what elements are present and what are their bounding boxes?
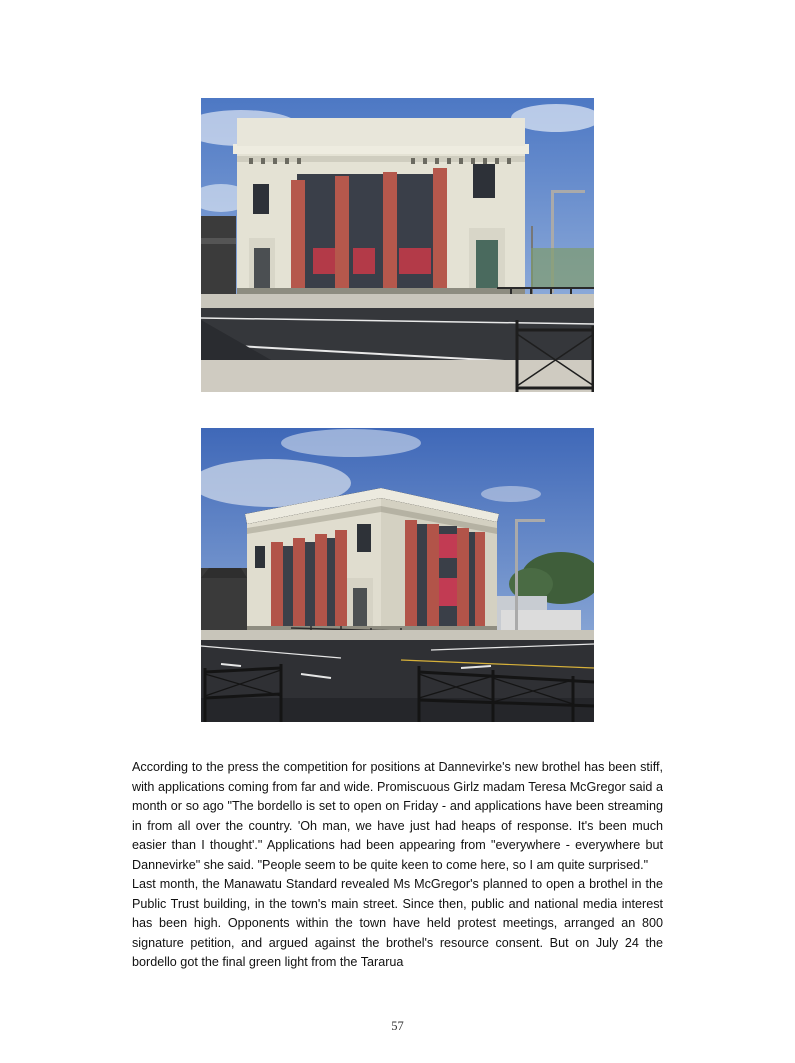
photo-building-front bbox=[201, 98, 594, 392]
article-text bbox=[132, 758, 663, 973]
photo-building-corner bbox=[201, 428, 594, 722]
building-front-illustration bbox=[201, 98, 594, 392]
building-corner-illustration bbox=[201, 428, 594, 722]
page-number: 57 bbox=[391, 1019, 404, 1033]
paragraph-1: According to the press the competition for positions at Dannevirke's new brothel has been stiff, with applications coming from far and wide. Promiscuous Girlz madam Teresa McGregor said a month or so ago "The bordello is set to open on Friday - and applications have been streaming in from all over the country. 'Oh man, we have just had heaps of response. It's been much easier than I thought'." Applications had been appearing from "everywhere - everywhere but Dannevirke" she said. "People seem to be quite keen to come here, so I am quite surprised." bbox=[132, 760, 663, 872]
paragraph-2: Last month, the Manawatu Standard revealed Ms McGregor's planned to open a brothel in the Public Trust building, in the town's main street. Since then, public and national media interest has been high. Opponents within the town have held protest meetings, arranged an 800 signature petition, and argued against the brothel's resource consent. But on July 24 the bordello got the final green light from the Tararua bbox=[132, 877, 663, 969]
